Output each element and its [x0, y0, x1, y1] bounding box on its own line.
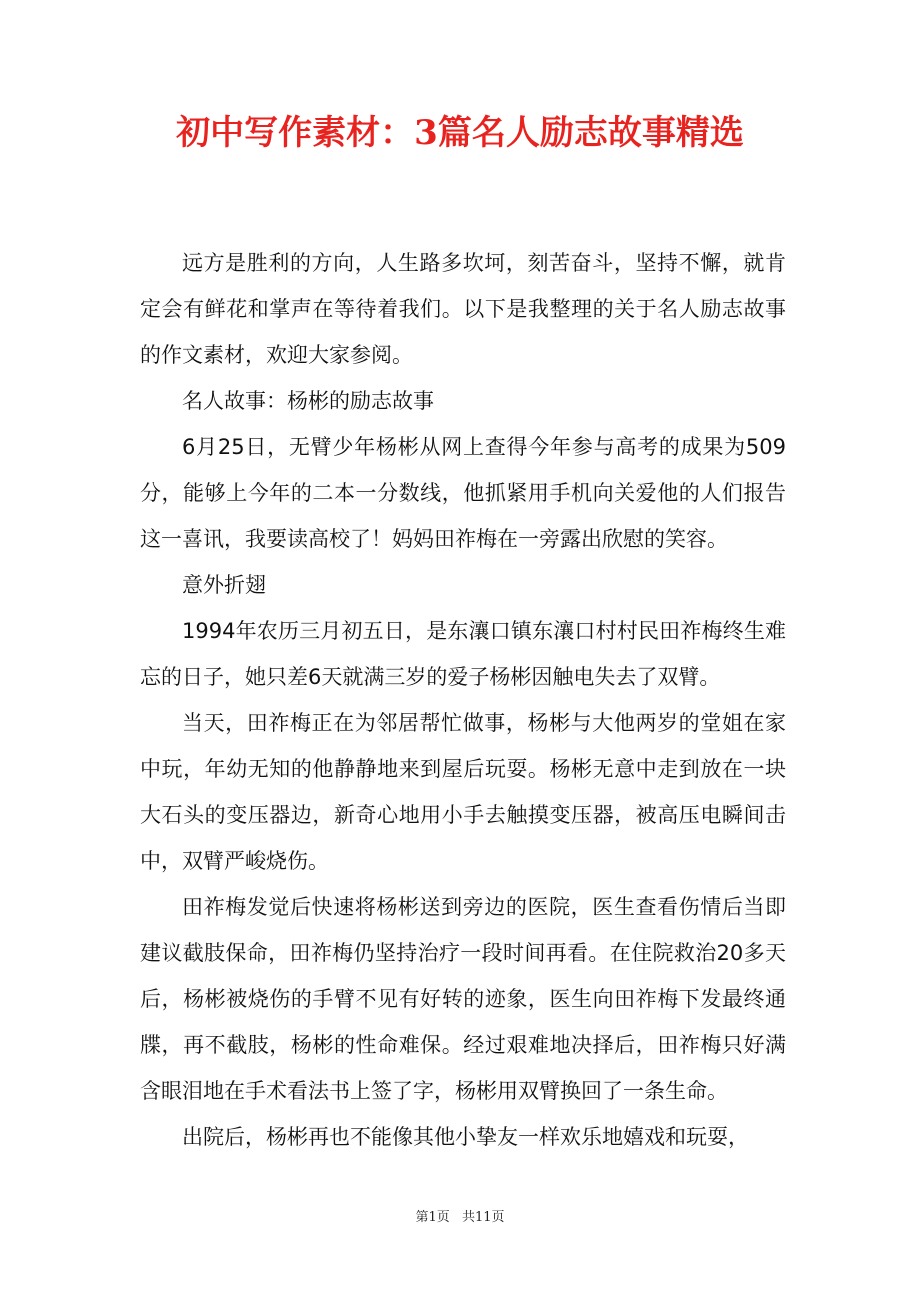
page-title: 初中写作素材：3篇名人励志故事精选 — [176, 113, 744, 153]
paragraph-hospital: 田祚梅发觉后快速将杨彬送到旁边的医院，医生查看伤情后当即建议截肢保命，田祚梅仍坚持治疗一段时间再看。在住院救治20多天后，杨彬被烧伤的手臂不见有好转的迹象，医生向田祚梅下发最终通牒，再不截肢，杨彬的性命难保。经过艰难地决择后，田祚梅只好满含眼泪地在手术看法书上签了字，杨彬用双臂换回了一条生命。 — [140, 895, 786, 1103]
page-total: 共11页 — [461, 1210, 505, 1225]
section-heading-story: 名人故事：杨彬的励志故事 — [182, 389, 434, 413]
paragraph-intro: 远方是胜利的方向，人生路多坎坷，刻苦奋斗，坚持不懈，就肯定会有鲜花和掌声在等待着我们。以下是我整理的关于名人励志故事的作文素材，欢迎大家参阅。 — [140, 251, 786, 367]
section-heading-accident: 意外折翅 — [182, 573, 266, 597]
page-number: 第1页 — [415, 1210, 450, 1225]
page-footer — [0, 1206, 920, 1225]
article-body — [140, 240, 786, 1160]
paragraph-exam-result: 6月25日，无臂少年杨彬从网上查得今年参与高考的成果为509分，能够上今年的二本一分数线，他抓紧用手机向关爱他的人们报告这一喜讯，我要读高校了！妈妈田祚梅在一旁露出欣慰的笑容。 — [140, 435, 786, 551]
paragraph-after-discharge: 出院后，杨彬再也不能像其他小挚友一样欢乐地嬉戏和玩耍， — [182, 1125, 749, 1149]
paragraph-accident-detail: 当天，田祚梅正在为邻居帮忙做事，杨彬与大他两岁的堂姐在家中玩，年幼无知的他静静地来到屋后玩耍。杨彬无意中走到放在一块大石头的变压器边，新奇心地用小手去触摸变压器，被高压电瞬间击中，双臂严峻烧伤。 — [140, 711, 786, 873]
paragraph-accident-date: 1994年农历三月初五日，是东瀼口镇东瀼口村村民田祚梅终生难忘的日子，她只差6天就满三岁的爱子杨彬因触电失去了双臂。 — [140, 619, 786, 689]
